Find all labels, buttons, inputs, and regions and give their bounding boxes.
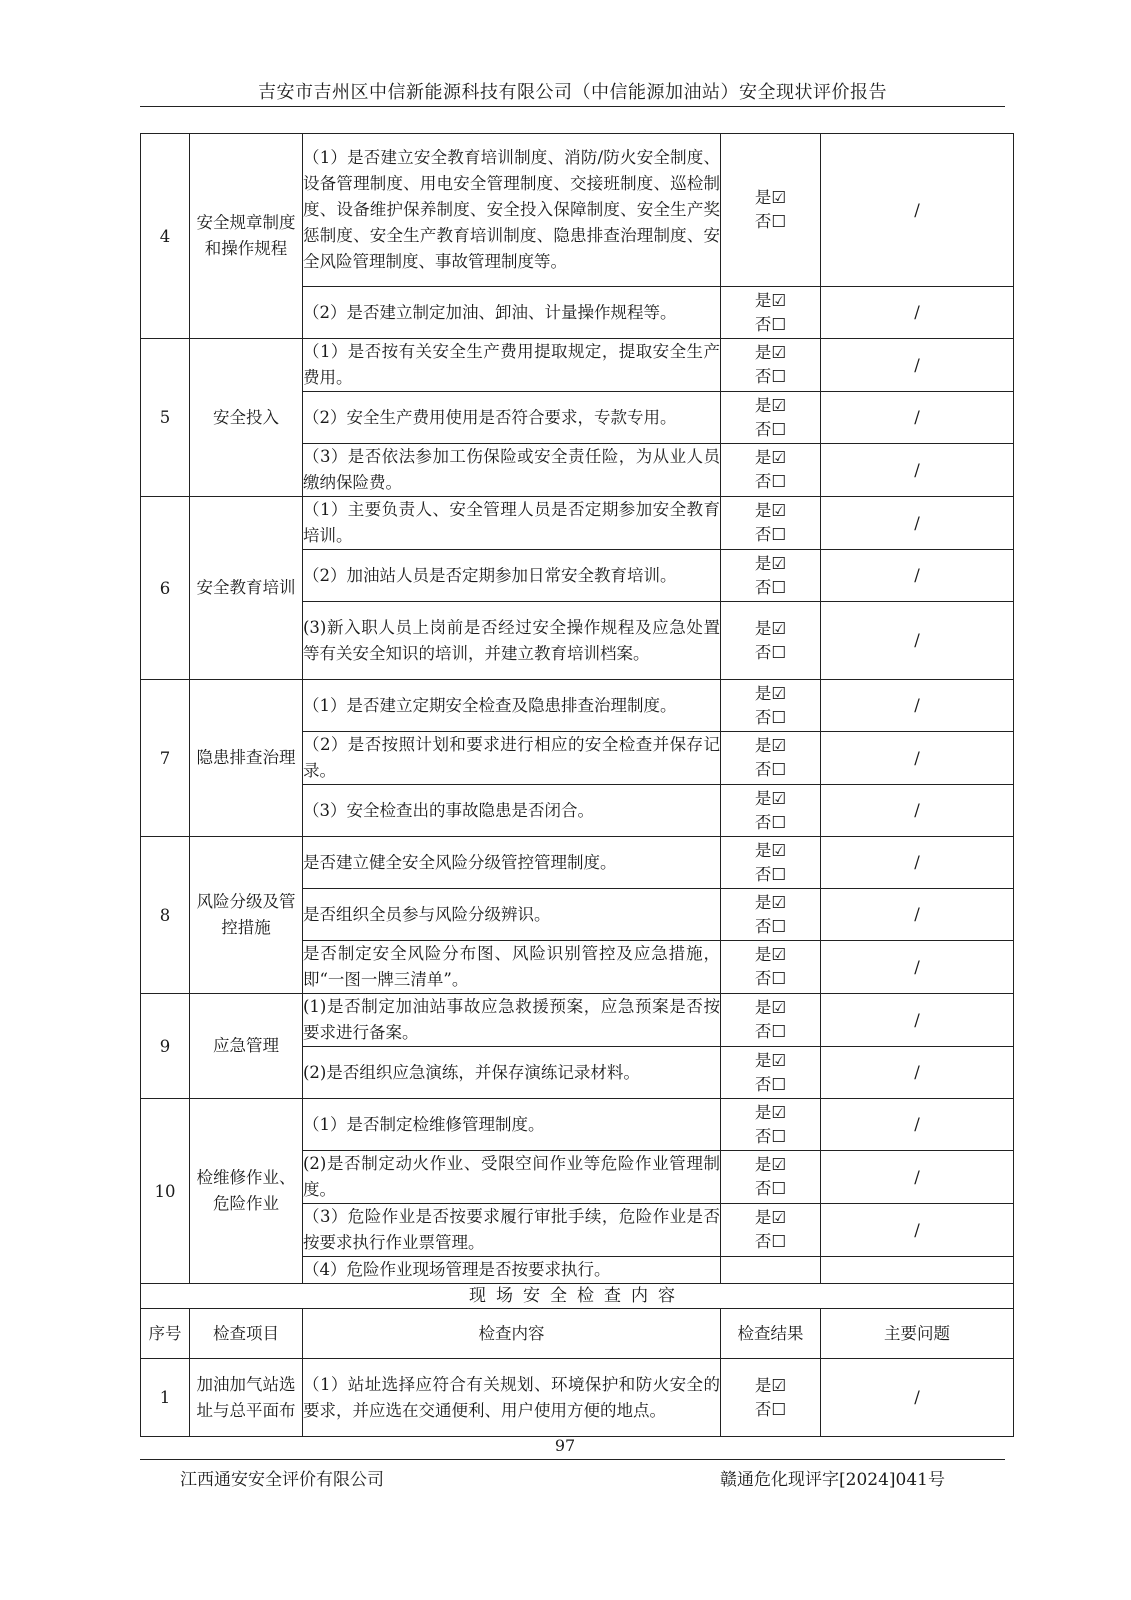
no-unchecked-box: 否☐	[754, 367, 787, 386]
check-result	[721, 785, 821, 837]
no-problem-mark: /	[914, 957, 920, 977]
section-title: 现场安全检查内容	[141, 1284, 1014, 1309]
check-content: （3）是否依法参加工伤保险或安全责任险，为从业人员缴纳保险费。	[303, 444, 721, 497]
check-result	[721, 941, 821, 994]
check-content: (2)是否组织应急演练，并保存演练记录材料。	[303, 1047, 721, 1099]
check-content: (2)是否制定动火作业、受限空间作业等危险作业管理制度。	[303, 1151, 721, 1204]
no-problem-mark: /	[914, 1167, 920, 1187]
column-header-result: 检查结果	[721, 1309, 821, 1359]
header-rule	[140, 106, 1005, 107]
check-result	[721, 1151, 821, 1204]
main-problem	[821, 941, 1014, 994]
item-number: 9	[141, 994, 190, 1099]
main-problem	[821, 550, 1014, 602]
check-result	[721, 444, 821, 497]
yes-checked-box: 是☑	[754, 343, 787, 362]
table-row	[141, 680, 1014, 732]
yes-checked-box: 是☑	[754, 1375, 787, 1395]
yes-checked-box: 是☑	[754, 448, 787, 467]
main-problem	[821, 1359, 1014, 1437]
no-problem-mark: /	[914, 905, 920, 924]
column-header-item: 检查项目	[190, 1309, 303, 1359]
item-number: 7	[141, 680, 190, 837]
footer-rule	[140, 1459, 1005, 1460]
main-problem	[821, 1204, 1014, 1257]
main-problem	[821, 889, 1014, 941]
no-problem-mark: /	[914, 853, 920, 872]
no-unchecked-box: 否☐	[754, 212, 787, 231]
check-item: 安全教育培训	[190, 497, 303, 680]
table-row	[141, 837, 1014, 889]
no-unchecked-box: 否☐	[754, 916, 787, 936]
main-problem	[821, 444, 1014, 497]
check-content: （4）危险作业现场管理是否按要求执行。	[303, 1257, 721, 1284]
no-problem-mark: /	[914, 1388, 920, 1407]
check-result	[721, 1257, 821, 1284]
page-number: 97	[554, 1436, 576, 1455]
page-header: 吉安市吉州区中信新能源科技有限公司（中信能源加油站）安全现状评价报告	[258, 82, 887, 103]
check-content: （2）是否按照计划和要求进行相应的安全检查并保存记录。	[303, 732, 721, 785]
column-header-content: 检查内容	[303, 1309, 721, 1359]
main-problem	[821, 287, 1014, 339]
item-number: 5	[141, 339, 190, 497]
no-problem-mark: /	[914, 460, 920, 480]
check-content: (3)新入职人员上岗前是否经过安全操作规程及应急处置等有关安全知识的培训，并建立教育培训档案。	[303, 602, 721, 680]
check-content: (1)是否制定加油站事故应急救援预案，应急预案是否按要求进行备案。	[303, 994, 721, 1047]
yes-checked-box: 是☑	[754, 736, 787, 755]
table-row	[141, 339, 1014, 392]
main-problem	[821, 732, 1014, 785]
check-result	[721, 1099, 821, 1151]
check-item: 安全投入	[190, 339, 303, 497]
check-content: （1）是否建立安全教育培训制度、消防/防火安全制度、设备管理制度、用电安全管理制度、交接班制度、巡检制度、设备维护保养制度、安全投入保障制度、安全生产奖惩制度、安全生产教育培训制度、隐患排查治理制度、安全风险管理制度、事故管理制度等。	[303, 134, 721, 287]
no-unchecked-box: 否☐	[754, 707, 787, 727]
no-problem-mark: /	[914, 355, 920, 375]
no-unchecked-box: 否☐	[754, 812, 787, 832]
no-unchecked-box: 否☐	[754, 525, 787, 544]
check-content: 是否组织全员参与风险分级辨识。	[303, 889, 721, 941]
check-item: 应急管理	[190, 994, 303, 1099]
main-problem	[821, 339, 1014, 392]
column-header-no: 序号	[141, 1309, 190, 1359]
yes-checked-box: 是☑	[754, 553, 787, 573]
check-content: （2）加油站人员是否定期参加日常安全教育培训。	[303, 550, 721, 602]
no-problem-mark: /	[914, 1063, 920, 1082]
no-problem-mark: /	[914, 1115, 920, 1134]
no-unchecked-box: 否☐	[754, 1232, 787, 1251]
yes-checked-box: 是☑	[754, 840, 787, 860]
table-row	[141, 134, 1014, 287]
no-unchecked-box: 否☐	[754, 1022, 787, 1041]
check-item: 隐患排查治理	[190, 680, 303, 837]
no-problem-mark: /	[914, 801, 920, 820]
check-item: 安全规章制度和操作规程	[190, 134, 303, 339]
check-content: （2）是否建立制定加油、卸油、计量操作规程等。	[303, 287, 721, 339]
check-content: （1）是否制定检维修管理制度。	[303, 1099, 721, 1151]
no-problem-mark: /	[914, 631, 920, 650]
yes-checked-box: 是☑	[754, 945, 787, 964]
no-unchecked-box: 否☐	[754, 314, 787, 334]
check-result	[721, 1204, 821, 1257]
no-unchecked-box: 否☐	[754, 1074, 787, 1094]
yes-checked-box: 是☑	[754, 501, 787, 520]
yes-checked-box: 是☑	[754, 892, 787, 912]
main-problem	[821, 785, 1014, 837]
main-problem	[821, 1151, 1014, 1204]
check-result	[721, 339, 821, 392]
no-unchecked-box: 否☐	[754, 472, 787, 491]
yes-checked-box: 是☑	[754, 395, 787, 415]
no-unchecked-box: 否☐	[754, 1179, 787, 1198]
no-problem-mark: /	[914, 696, 920, 715]
yes-checked-box: 是☑	[754, 1155, 787, 1174]
check-result	[721, 1359, 821, 1437]
no-unchecked-box: 否☐	[754, 864, 787, 884]
main-problem	[821, 1099, 1014, 1151]
check-content: 是否制定安全风险分布图、风险识别管控及应急措施，即“一图一牌三清单”。	[303, 941, 721, 994]
check-content: （2）安全生产费用使用是否符合要求，专款专用。	[303, 392, 721, 444]
main-problem	[821, 497, 1014, 550]
item-number: 10	[141, 1099, 190, 1284]
no-unchecked-box: 否☐	[754, 419, 787, 439]
item-number: 8	[141, 837, 190, 994]
item-number: 1	[141, 1359, 190, 1437]
check-content: 是否建立健全安全风险分级管控管理制度。	[303, 837, 721, 889]
check-content: （1）是否建立定期安全检查及隐患排查治理制度。	[303, 680, 721, 732]
no-unchecked-box: 否☐	[754, 642, 787, 662]
main-problem	[821, 1047, 1014, 1099]
no-problem-mark: /	[914, 200, 920, 220]
check-result	[721, 1047, 821, 1099]
header-row	[141, 1309, 1014, 1359]
yes-checked-box: 是☑	[754, 1208, 787, 1227]
check-content: （3）危险作业是否按要求履行审批手续，危险作业是否按要求执行作业票管理。	[303, 1204, 721, 1257]
check-content: （1）是否按有关安全生产费用提取规定，提取安全生产费用。	[303, 339, 721, 392]
check-result	[721, 497, 821, 550]
no-unchecked-box: 否☐	[754, 1399, 787, 1419]
check-result	[721, 392, 821, 444]
no-problem-mark: /	[914, 1220, 920, 1240]
table-row	[141, 994, 1014, 1047]
check-content: （3）安全检查出的事故隐患是否闭合。	[303, 785, 721, 837]
no-unchecked-box: 否☐	[754, 1126, 787, 1146]
no-problem-mark: /	[914, 1010, 920, 1030]
check-result	[721, 889, 821, 941]
inspection-table	[140, 133, 1014, 1437]
check-content: （1）主要负责人、安全管理人员是否定期参加安全教育培训。	[303, 497, 721, 550]
no-problem-mark: /	[914, 748, 920, 768]
yes-checked-box: 是☑	[754, 618, 787, 638]
main-problem	[821, 1257, 1014, 1284]
check-result	[721, 602, 821, 680]
check-result	[721, 680, 821, 732]
yes-checked-box: 是☑	[754, 1102, 787, 1122]
main-problem	[821, 837, 1014, 889]
main-problem	[821, 392, 1014, 444]
main-problem	[821, 602, 1014, 680]
check-item: 风险分级及管控措施	[190, 837, 303, 994]
yes-checked-box: 是☑	[754, 188, 787, 207]
check-result	[721, 732, 821, 785]
check-result	[721, 550, 821, 602]
main-problem	[821, 134, 1014, 287]
table-row	[141, 497, 1014, 550]
yes-checked-box: 是☑	[754, 998, 787, 1017]
main-problem	[821, 680, 1014, 732]
check-result	[721, 287, 821, 339]
no-problem-mark: /	[914, 513, 920, 533]
check-result	[721, 837, 821, 889]
no-problem-mark: /	[914, 408, 920, 427]
yes-checked-box: 是☑	[754, 1050, 787, 1070]
no-problem-mark: /	[914, 566, 920, 585]
table-row	[141, 1359, 1014, 1437]
no-unchecked-box: 否☐	[754, 760, 787, 779]
footer-doc-number: 赣通危化现评字[2024]041号	[720, 1470, 945, 1490]
item-number: 6	[141, 497, 190, 680]
section-title-row	[141, 1284, 1014, 1309]
no-unchecked-box: 否☐	[754, 577, 787, 597]
check-item: 加油加气站选址与总平面布	[190, 1359, 303, 1437]
yes-checked-box: 是☑	[754, 788, 787, 808]
main-problem	[821, 994, 1014, 1047]
column-header-problem: 主要问题	[821, 1309, 1014, 1359]
check-result	[721, 994, 821, 1047]
item-number: 4	[141, 134, 190, 339]
check-item: 检维修作业、危险作业	[190, 1099, 303, 1284]
check-content: （1）站址选择应符合有关规划、环境保护和防火安全的要求，并应选在交通便利、用户使用方便的地点。	[303, 1359, 721, 1437]
table-row	[141, 1099, 1014, 1151]
no-problem-mark: /	[914, 303, 920, 322]
yes-checked-box: 是☑	[754, 290, 787, 310]
no-unchecked-box: 否☐	[754, 969, 787, 988]
check-result	[721, 134, 821, 287]
footer-company: 江西通安安全评价有限公司	[180, 1470, 384, 1490]
yes-checked-box: 是☑	[754, 683, 787, 703]
